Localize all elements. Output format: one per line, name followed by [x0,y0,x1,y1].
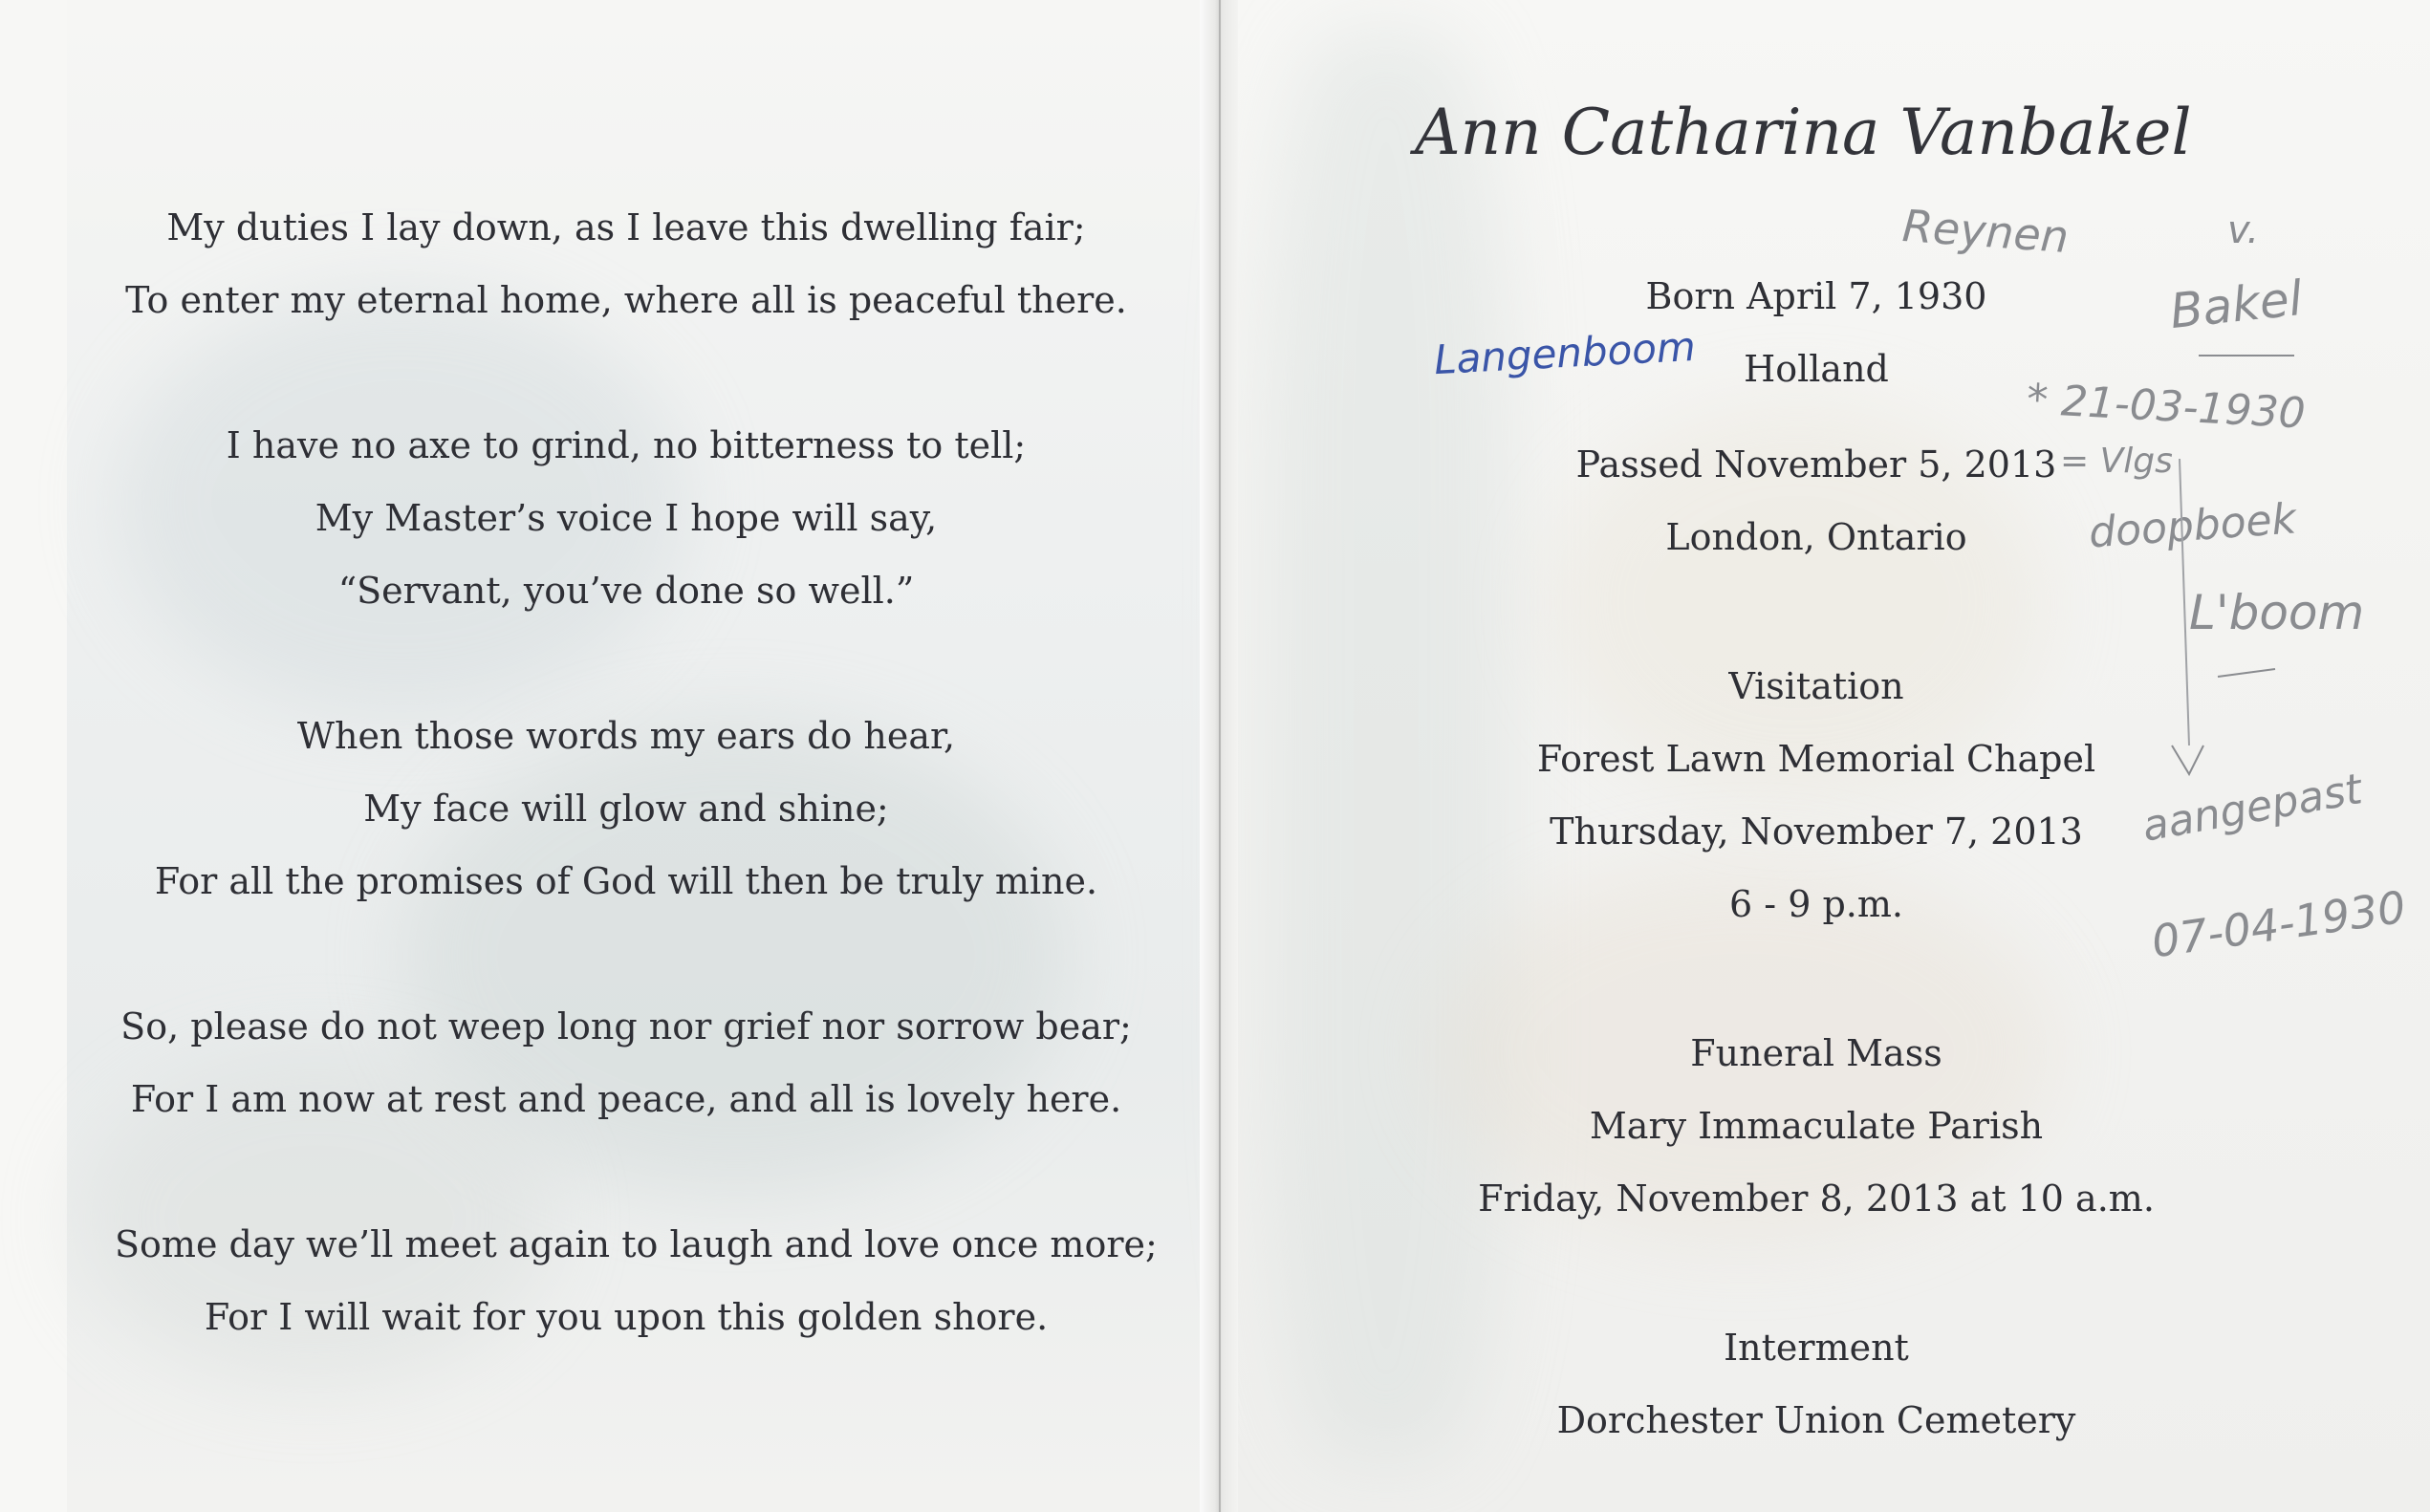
pencil-arrow-line [2180,459,2189,745]
interment-location: Dorchester Union Cemetery [1556,1399,2076,1441]
handwritten-note-doopboek: doopboek [2087,494,2298,558]
funeral-heading: Funeral Mass [1690,1032,1942,1074]
visitation-time: 6 - 9 p.m. [1729,883,1903,925]
poem-line: For all the promises of God will then be truly mine. [154,860,1098,902]
handwritten-note-lboom: L'boom [2189,585,2365,640]
poem-line: When those words my ears do hear, [296,715,956,757]
poem-line: “Servant, you’ve done so well.” [337,570,915,612]
passing-date: Passed November 5, 2013 [1575,443,2057,486]
birth-place: Holland [1744,348,1889,390]
poem-line: For I am now at rest and peace, and all is lovely here. [130,1078,1122,1120]
handwritten-note-reynen: Reynen [1900,199,2071,264]
poem-line: To enter my eternal home, where all is peaceful there. [125,279,1127,321]
poem-line: For I will wait for you upon this golden shore. [204,1296,1049,1338]
handwritten-note-aangepast: aangepast [2138,765,2366,852]
visitation-date: Thursday, November 7, 2013 [1550,810,2083,853]
handwritten-note-birth-date: * 21-03-1930 [2025,375,2307,439]
handwritten-note-langenboom: Langenboom [1432,322,1697,384]
poem-line: My face will glow and shine; [363,788,889,830]
deceased-name: Ann Catharina Vanbakel [1415,96,2192,169]
pencil-dash [2218,669,2275,677]
handwritten-note-new-date: 07-04-1930 [2148,880,2409,968]
poem-line: I have no axe to grind, no bitterness to tell; [226,424,1027,466]
birth-date: Born April 7, 1930 [1645,275,1987,317]
interment-heading: Interment [1724,1327,1909,1369]
poem-line: My duties I lay down, as I leave this dwelling fair; [166,206,1086,248]
passing-place: London, Ontario [1665,516,1967,558]
handwritten-note-v: v. [2227,208,2260,252]
handwritten-note-vlgs: = Vlgs [2060,442,2173,481]
funeral-date: Friday, November 8, 2013 at 10 a.m. [1478,1177,2155,1220]
visitation-location: Forest Lawn Memorial Chapel [1536,738,2096,780]
funeral-location: Mary Immaculate Parish [1589,1105,2044,1147]
poem-line: Some day we’ll meet again to laugh and love once more; [115,1223,1158,1265]
poem-line: So, please do not weep long nor grief nor sorrow bear; [120,1005,1132,1048]
pencil-arrow-head [2172,745,2203,774]
visitation-heading: Visitation [1728,665,1904,707]
poem-line: My Master’s voice I hope will say, [315,497,938,539]
handwritten-note-bakel: Bakel [2167,270,2306,340]
